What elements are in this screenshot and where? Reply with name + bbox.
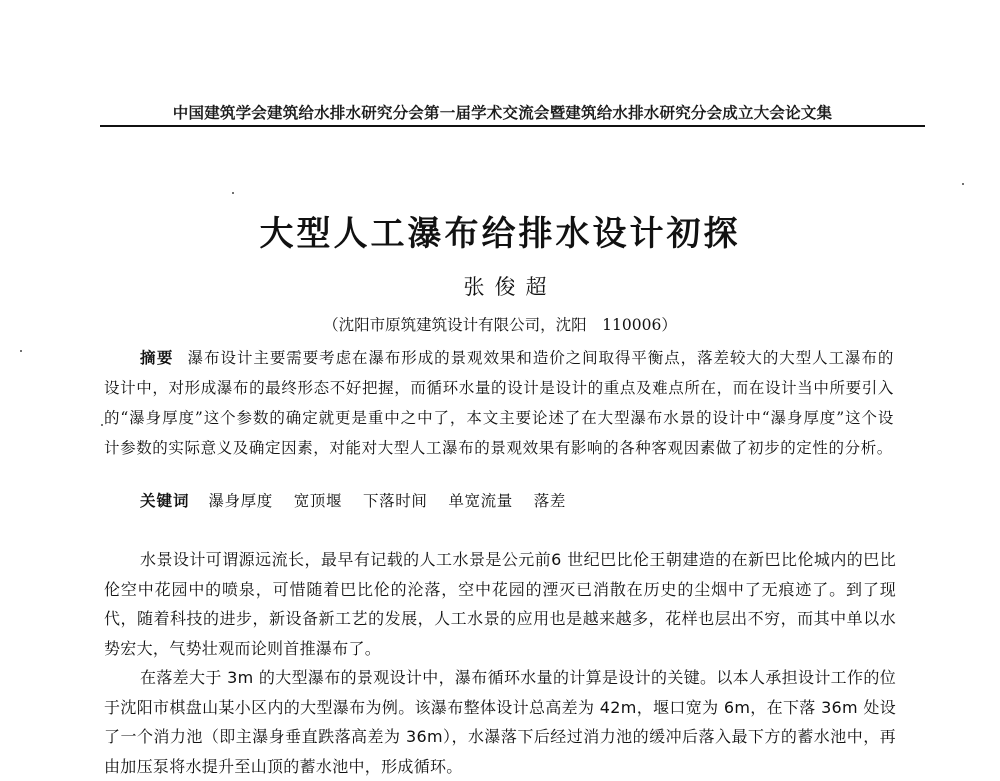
keyword: 落差 [533, 492, 566, 510]
abstract-label: 摘要 [140, 349, 174, 367]
paper-title: 大型人工瀑布给排水设计初探 [259, 214, 741, 254]
scan-speck [962, 183, 964, 185]
scan-speck [101, 424, 103, 426]
scan-speck [20, 350, 22, 352]
body-text [104, 545, 896, 781]
running-head: 中国建筑学会建筑给水排水研究分会第一届学术交流会暨建筑给水排水研究分会成立大会论文集 [172, 104, 833, 122]
body-paragraph-2: 在落差大于 3m 的大型瀑布的景观设计中，瀑布循环水量的计算是设计的关键。以本人承担设计工作的位于沈阳市棋盘山某小区内的大型瀑布为例。该瀑布整体设计总高差为 42m，堰口宽为 6m，在下落 36m 处设了一个消力池（即主瀑身垂直跌落高差为 36m），水瀑落下后经过消力池的缓冲后落入最下方的蓄水池中，再由加压泵将水提升至山顶的蓄水池中，形成循环。 [104, 668, 896, 776]
author-name: 张俊超 [463, 275, 557, 299]
keywords [140, 489, 582, 511]
keyword: 瀑身厚度 [208, 492, 273, 510]
affiliation: （沈阳市原筑建筑设计有限公司，沈阳 110006） [323, 316, 677, 334]
abstract-text: 瀑布设计主要需要考虑在瀑布形成的景观效果和造价之间取得平衡点，落差较大的大型人工瀑布的设计中，对形成瀑布的最终形态不好把握，而循环水量的设计是设计的重点及难点所在，而在设计当中所要引入的“瀑身厚度”这个参数的确定就更是重中之中了，本文主要论述了在大型瀑布水景的设计中“瀑身厚度”这个设计参数的实际意义及确定因素，对能对大型人工瀑布的景观效果有影响的各种客观因素做了初步的定性的分析。 [104, 349, 894, 457]
header-rule [100, 125, 925, 127]
abstract [104, 343, 894, 463]
keyword: 下落时间 [363, 492, 428, 510]
body-paragraph-1: 水景设计可谓源远流长，最早有记载的人工水景是公元前6 世纪巴比伦王朝建造的在新巴比伦城内的巴比伦空中花园中的喷泉，可惜随着巴比伦的沦落，空中花园的湮灭已消散在历史的尘烟中了无痕迹了。到了现代，随着科技的进步，新设备新工艺的发展，人工水景的应用也是越来越多，花样也层出不穷，而其中单以水势宏大，气势壮观而论则首推瀑布了。 [104, 550, 896, 658]
keywords-label: 关键词 [140, 492, 190, 510]
scan-speck [232, 192, 234, 194]
keyword: 单宽流量 [448, 492, 513, 510]
keyword: 宽顶堰 [293, 492, 343, 510]
